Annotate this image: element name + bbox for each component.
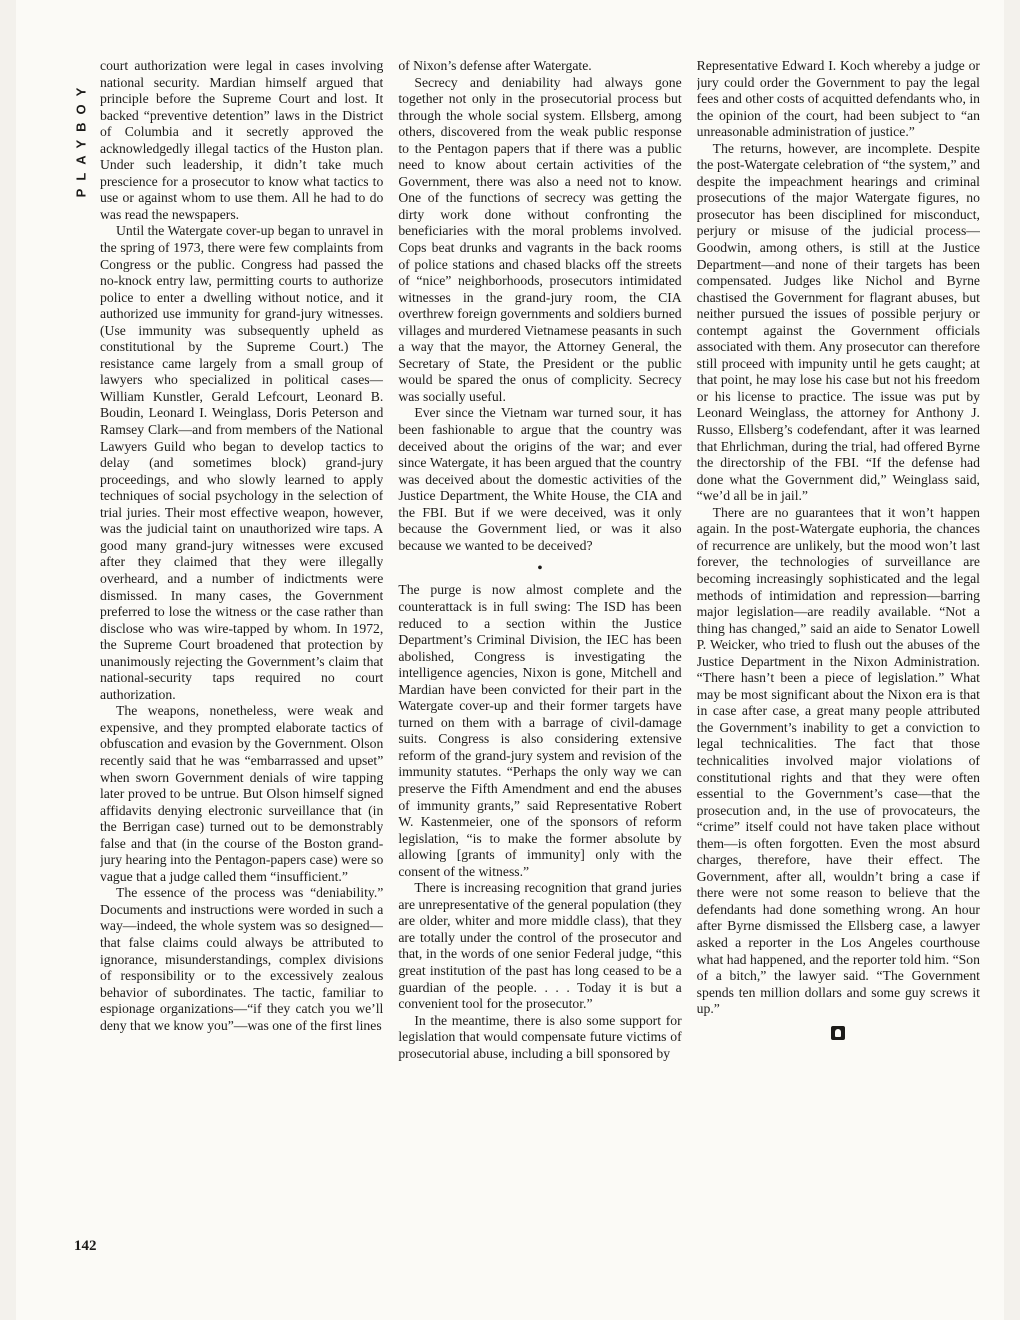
column-2 (398, 58, 681, 1258)
page-number: 142 (74, 1238, 97, 1254)
paragraph: In the meantime, there is also some support for legislation that would compensate future victims of prosecutorial abuse, including a bill sponsored by (398, 1012, 682, 1061)
running-head-text: PLAYBOY (73, 79, 89, 197)
column-1 (100, 58, 383, 1258)
rabbit-head-end-icon (831, 1026, 845, 1040)
paragraph: There is increasing recognition that grand juries are unrepresentative of the general population (they are older, whiter and more middle class), that they are totally under the control of the prosecutor and that, in the words of one senior Federal judge, “this great institution of the past has long ceased to be a guardian of the people. . . . Today it is but a convenient tool for the prosecutor.” (398, 880, 682, 1012)
paragraph: The purge is now almost complete and the counterattack is in full swing: The ISD has been reduced to a section within the Justice Department’s Criminal Division, the IEC has been abolished, Congress is investigating the intelligence agencies, Nixon is gone, Mitchell and Mardian have been convicted for their part in the Watergate cover-up and their former targets have turned on them with a barrage of civil-damage suits. Congress is also considering extensive reform of the grand-jury system and revision of the immunity statutes. “Perhaps the only way we can preserve the Fifth Amendment and end the abuses of immunity grants,” said Representative Robert W. Kastenmeier, one of the sponsors of reform legislation, “is to make the former absolute by allowing [grants of immunity] only with the consent of the witness.” (398, 582, 682, 879)
running-head (66, 58, 96, 218)
paragraph: court authorization were legal in cases involving national security. Mardian himself argued that principle before the Supreme Court and lost. It backed “preventive detention” laws in the District of Columbia and it secretly approved the acknowledgedly illegal tactics of the Huston plan. Under such leadership, it didn’t take much prescience for a prosecutor to know what tactics to use or against whom to use them. All he had to do was read the newspapers. (100, 58, 384, 222)
paragraph: The essence of the process was “deniability.” Documents and instructions were worded in such a way—indeed, the whole system was so designed—that false claims could always be attributed to ignorance, misunderstandings, complex divisions of responsibility or to the excessively zealous behavior of subordinates. The tactic, familiar to espionage organizations—“if they catch you we’ll deny that we know you”—was one of the first lines (100, 885, 384, 1033)
paragraph: Representative Edward I. Koch whereby a judge or jury could order the Government to pay the legal fees and other costs of acquitted defendants who, in the opinion of the court, had been subject to “an unreasonable administration of justice.” (696, 58, 980, 140)
paragraph: Ever since the Vietnam war turned sour, it has been fashionable to argue that the country was deceived about the origins of the war; and ever since Watergate, it has been argued that the country was deceived about the domestic activities of the Justice Department, the White House, the CIA and the FBI. But if we were deceived, was it only because the Government lied, or was it also because we wanted to be deceived? (398, 405, 682, 553)
magazine-page (16, 0, 1004, 1320)
paragraph: of Nixon’s defense after Watergate. (398, 58, 592, 73)
section-break-mark: • (537, 561, 543, 577)
paragraph: The returns, however, are incomplete. Despite the post-Watergate celebration of “the system,” and despite the impeachment hearings and criminal prosecutions of the major Watergate figures, no prosecutor has been disciplined for misconduct, perjury or misuse of the judicial process—Goodwin, among others, is still at the Justice Department—and none of their targets has been compensated. Judges like Nichol and Byrne chastised the Government for flagrant abuses, but neither pursued the issues of possible perjury or contempt against the Government officials associated with them. Any prosecutor can therefore still proceed with impunity until he gets caught; at that point, he may lose his case but not his freedom or his license to practice. The issue was put by Leonard Weinglass, the attorney for Anthony J. Russo, Ellsberg’s codefendant, after it was learned that Ehrlichman, during the trial, had offered Byrne the directorship of the FBI. “If the defense had done what the Government did,” Weinglass said, “we’d all be in jail.” (696, 140, 980, 504)
column-3 (697, 58, 980, 1258)
paragraph: The weapons, nonetheless, were weak and expensive, and they prompted elaborate tactics of obfuscation and evasion by the Government. Olson recently said that he was “embarrassed and upset” when sworn Government denials of wire tapping later proved to be untrue. But Olson himself signed affidavits denying electronic surveillance that (in the Berrigan case) turned out to be demonstrably false and that (in the course of the Boston grand-jury hearing into the Pentagon-papers case) were so vague that a judge called them “insufficient.” (100, 703, 384, 884)
paragraph: Until the Watergate cover-up began to unravel in the spring of 1973, there were few complaints from Congress or the public. Congress had passed the no-knock entry law, permitting courts to authorize police to enter a dwelling without notice, and it authorized use immunity for grand-jury witnesses. (Use immunity was subsequently upheld as constitutional by the Supreme Court.) The resistance came largely from a small group of lawyers who specialized in political cases—William Kunstler, Gerald Lefcourt, Leonard B. Boudin, Leonard I. Weinglass, Doris Peterson and Ramsey Clark—and from members of the National Lawyers Guild who began to develop tactics to delay (and sometimes block) grand-jury proceedings, and who slowly learned to apply techniques of social psychology in the selection of trial juries. Their most effective weapon, however, was the judicial taint on unauthorized wire taps. A good many grand-jury witnesses were excused after they claimed that they were illegally overheard, and a number of indictments were dismissed. In many cases, the Government preferred to lose the witness or the case rather than disclose who was wire-tapped by whom. In 1972, the Supreme Court broadened that protection by unanimously rejecting the Government’s claim that national-security taps required no court authorization. (100, 223, 384, 702)
paragraph: There are no guarantees that it won’t happen again. In the post-Watergate euphoria, the chances of recurrence are unlikely, but the mood won’t last forever, the technologies of surveillance are becoming increasingly sophisticated and the legal methods of intimidation and repression—barring major legislation—are readily available. “Not a thing has changed,” said an aide to Senator Lowell P. Weicker, who tried to flush out the abuses of the Justice Department in the Nixon Administration. “There hasn’t been a piece of legislation.” What may be most significant about the Nixon era is that in case after case, a great many people attributed the Government’s inability to get a conviction to legal technicalities. The fact that those technicalities involved major violations of constitutional rights and that they were often essential to the Government’s case—that the prosecution and, in the use of provocateurs, the “crime” itself could not have taken place without them—is often forgotten. Even the most absurd charges, therefore, have their effect. The Government, after all, wouldn’t bring a case if there were not some reason to believe that the defendants had done something wrong. An hour after Byrne dismissed the Ellsberg case, a lawyer asked a reporter in the Los Angeles courthouse what had happened, and the reporter told him. “Son of a bitch,” the lawyer said. “The Government spends ten million dollars and some guy screws it up.” (696, 504, 980, 1017)
article-body (100, 58, 980, 1258)
paragraph: Secrecy and deniability had always gone together not only in the prosecutorial process but through the whole social system. Ellsberg, among others, discovered from the weak public response to the Pentagon papers that if there was a public need to know about certain activities of the Government, there was also a need not to know. One of the functions of secrecy was getting the dirty work done without confronting the beneficiaries with the moral problems involved. Cops beat drunks and vagrants in the back rooms of police stations and chased blacks off the streets of “nice” neighborhoods, prosecutors intimidated witnesses in the grand-jury room, the CIA overthrew foreign governments and soldiers burned villages and murdered Vietnamese peasants in such a way that the mayor, the Attorney General, the Secretary of State, the President or the public would be spared the onus of complicity. Secrecy was socially useful. (398, 74, 682, 404)
